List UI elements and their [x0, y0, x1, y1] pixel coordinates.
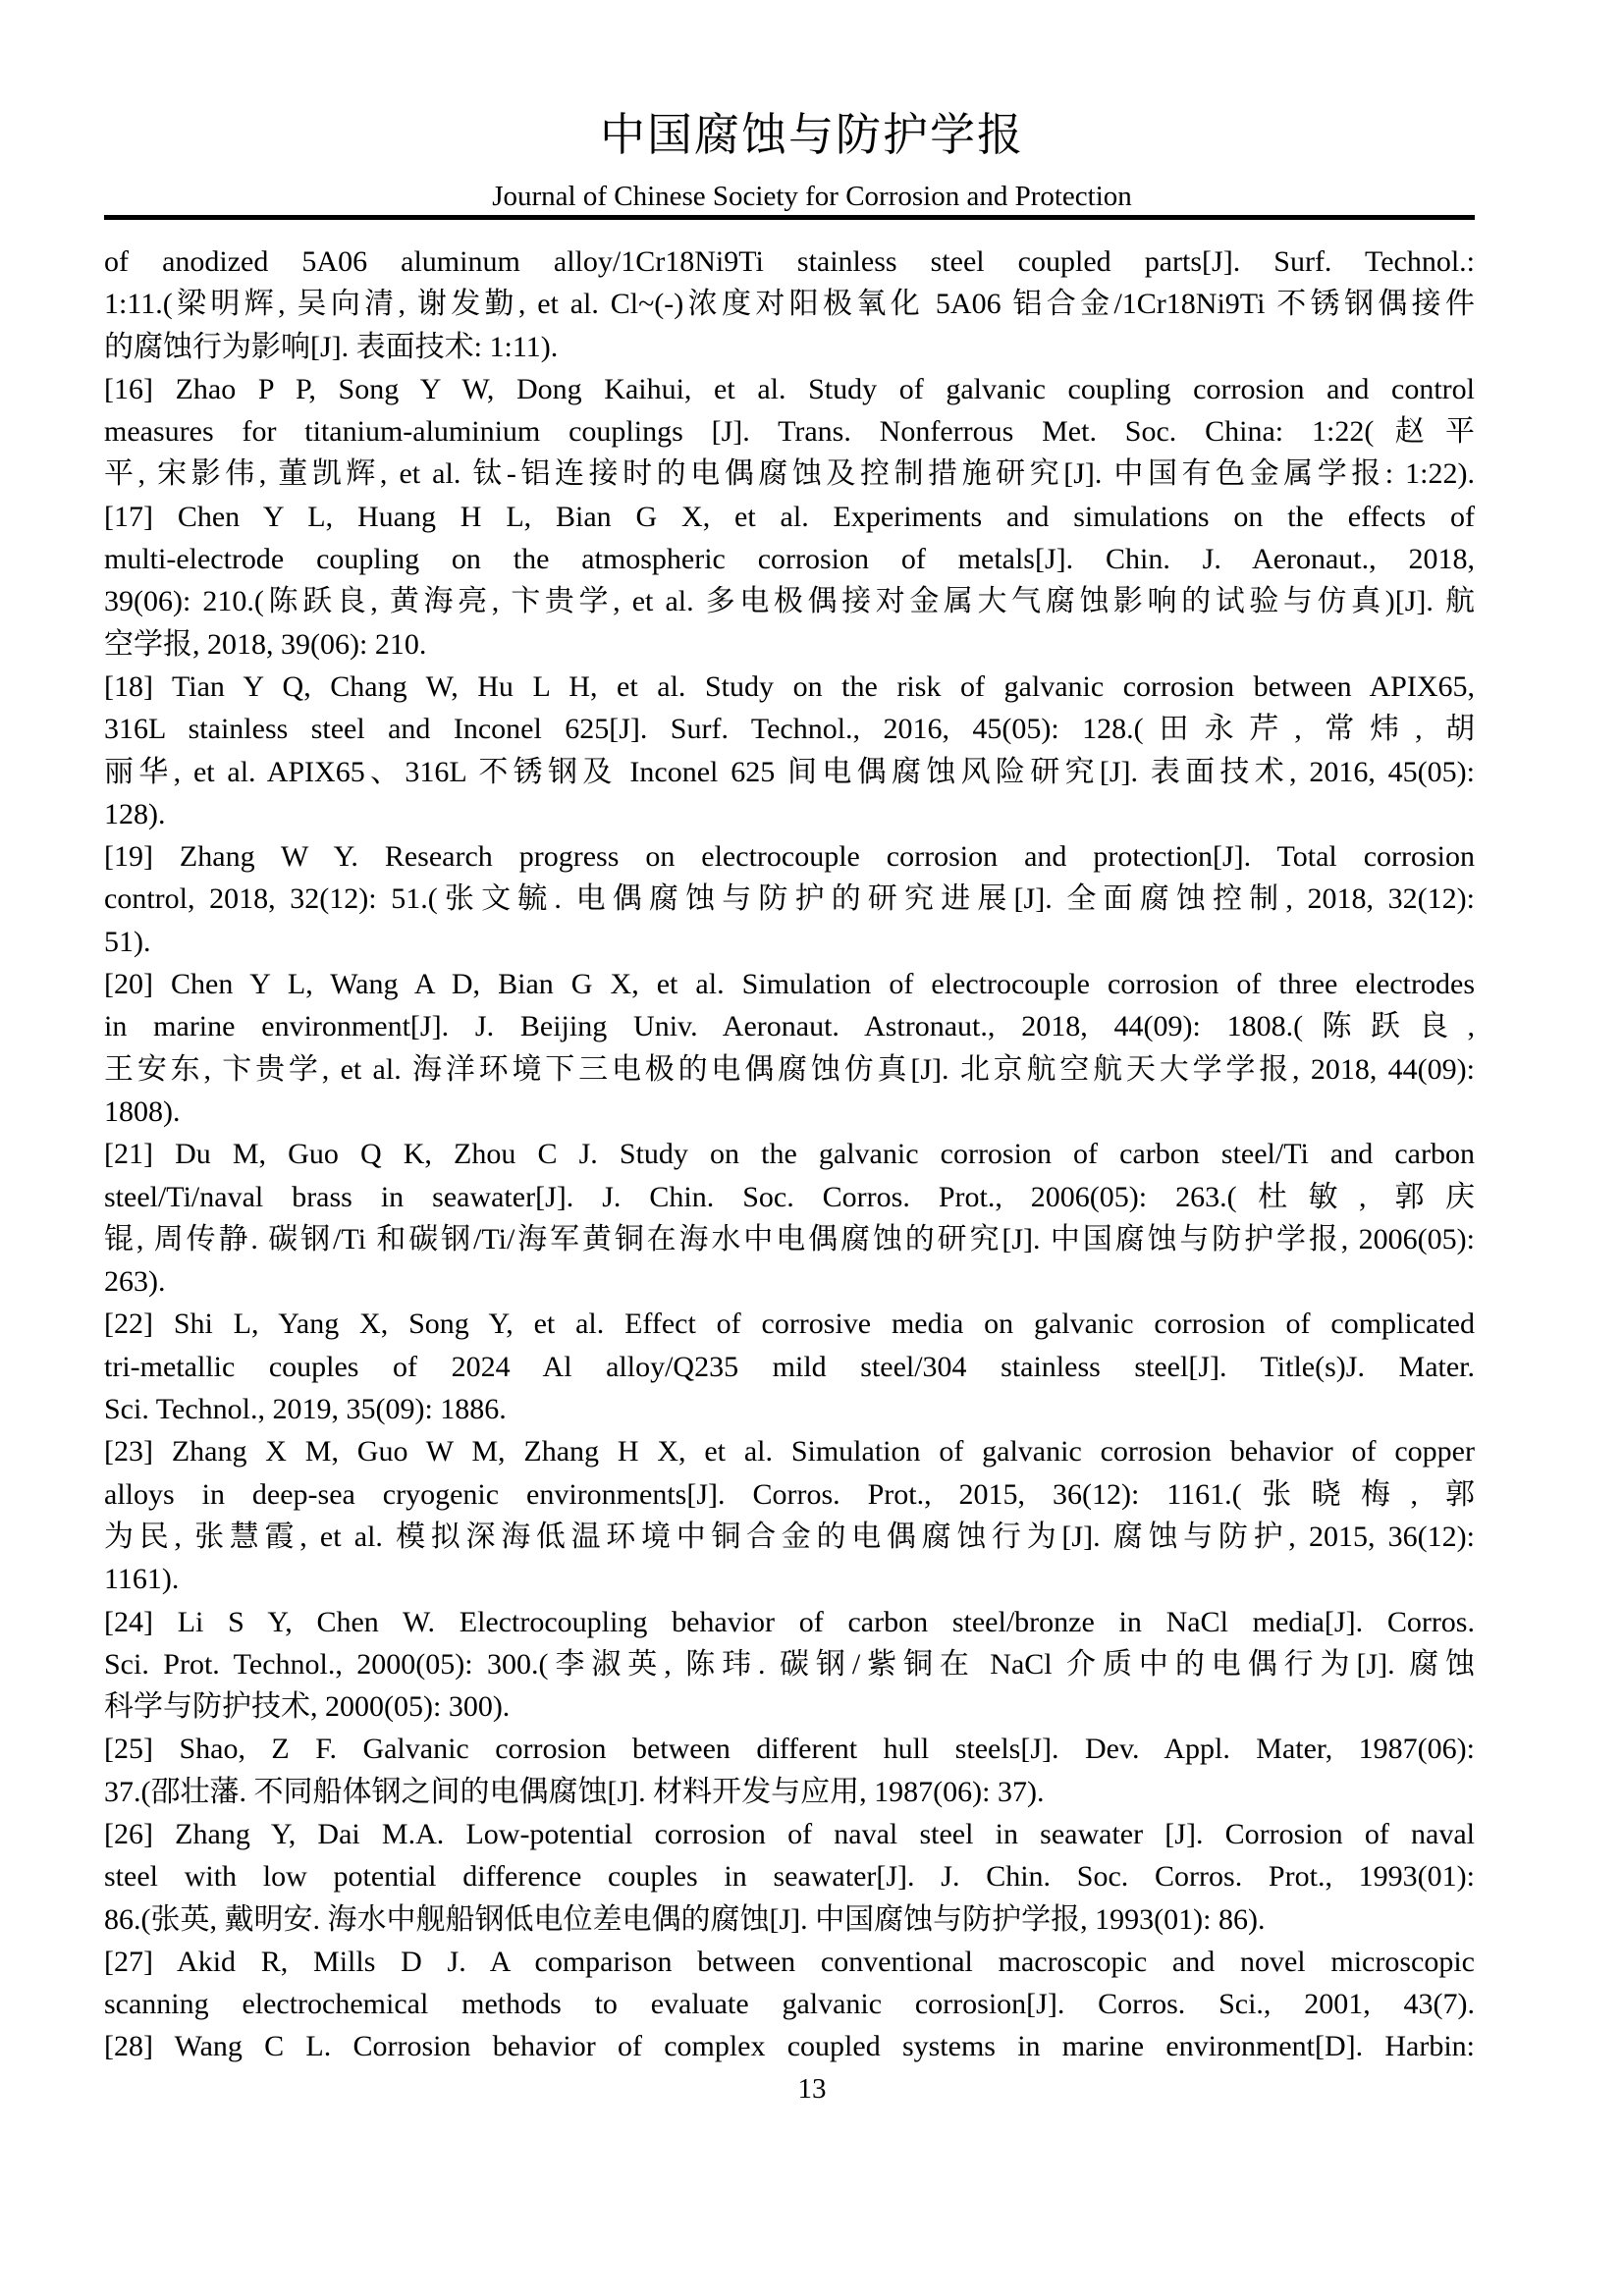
references-list: [104, 240, 1475, 2068]
reference-line: alloys in deep-sea cryogenic environments[J]. Corros. Prot., 2015, 36(12): 1161.(张晓梅, 郭: [104, 1477, 1475, 1511]
reference-line: 王安东, 卞贵学, et al. 海洋环境下三电极的电偶腐蚀仿真[J]. 北京航空航天大学学报, 2018, 44(09):: [104, 1052, 1475, 1086]
reference-line: 的腐蚀行为影响[J]. 表面技术: 1:11).: [104, 330, 559, 363]
reference-line: 51).: [104, 925, 151, 958]
reference-line: 316L stainless steel and Inconel 625[J]. Surf. Technol., 2016, 45(05): 128.(田永芹, 常炜, 胡: [104, 713, 1475, 746]
reference-line: [25] Shao, Z F. Galvanic corrosion between different hull steels[J]. Dev. Appl. Mater, 1987(06):: [104, 1733, 1475, 1766]
reference-line: [23] Zhang X M, Guo W M, Zhang H X, et al. Simulation of galvanic corrosion behavior of copper: [104, 1435, 1475, 1468]
reference-line: measures for titanium-aluminium couplings [J]. Trans. Nonferrous Met. Soc. China: 1:22(赵平: [104, 415, 1475, 449]
reference-line: [19] Zhang W Y. Research progress on electrocouple corrosion and protection[J]. Total corrosion: [104, 840, 1475, 874]
journal-title-english: Journal of Chinese Society for Corrosion and Protection: [492, 181, 1132, 212]
reference-line: tri-metallic couples of 2024 Al alloy/Q235 mild steel/304 stainless steel[J]. Title(s)J. Mater.: [104, 1350, 1475, 1383]
reference-line: 1:11.(梁明辉, 吴向清, 谢发勤, et al. Cl~(-)浓度对阳极氧化 5A06 铝合金/1Cr18Ni9Ti 不锈钢偶接件: [104, 288, 1475, 321]
reference-line: Sci. Technol., 2019, 35(09): 1886.: [104, 1393, 507, 1426]
journal-title-chinese: 中国腐蚀与防护学报: [600, 110, 1024, 160]
reference-line: 锟, 周传静. 碳钢/Ti 和碳钢/Ti/海军黄铜在海水中电偶腐蚀的研究[J]. 中国腐蚀与防护学报, 2006(05):: [104, 1222, 1475, 1255]
reference-line: in marine environment[J]. J. Beijing Univ. Aeronaut. Astronaut., 2018, 44(09): 1808.(陈跃良,: [104, 1010, 1475, 1043]
reference-line: steel/Ti/naval brass in seawater[J]. J. Chin. Soc. Corros. Prot., 2006(05): 263.(杜敏, 郭庆: [104, 1180, 1475, 1213]
reference-line: of anodized 5A06 aluminum alloy/1Cr18Ni9Ti stainless steel coupled parts[J]. Surf. Technol.:: [104, 245, 1475, 278]
reference-line: multi-electrode coupling on the atmospheric corrosion of metals[J]. Chin. J. Aeronaut., 2018,: [104, 543, 1475, 576]
reference-line: control, 2018, 32(12): 51.(张文毓. 电偶腐蚀与防护的研究进展[J]. 全面腐蚀控制, 2018, 32(12):: [104, 882, 1475, 916]
reference-line: 科学与防护技术, 2000(05): 300).: [104, 1690, 511, 1724]
reference-line: 263).: [104, 1265, 166, 1299]
reference-line: [22] Shi L, Yang X, Song Y, et al. Effect of corrosive media on galvanic corrosion of complicated: [104, 1308, 1475, 1341]
reference-line: [28] Wang C L. Corrosion behavior of complex coupled systems in marine environment[D]. Harbin:: [104, 2030, 1475, 2063]
reference-line: [18] Tian Y Q, Chang W, Hu L H, et al. Study on the risk of galvanic corrosion between APIX65,: [104, 669, 1475, 703]
reference-line: 128).: [104, 797, 166, 830]
reference-line: 86.(张英, 戴明安. 海水中舰船钢低电位差电偶的腐蚀[J]. 中国腐蚀与防护学报, 1993(01): 86).: [104, 1902, 1266, 1936]
reference-line: [16] Zhao P P, Song Y W, Dong Kaihui, et al. Study of galvanic coupling corrosion and control: [104, 372, 1475, 405]
reference-line: [27] Akid R, Mills D J. A comparison between conventional macroscopic and novel microscopic: [104, 1945, 1475, 1978]
reference-line: 空学报, 2018, 39(06): 210.: [104, 627, 427, 661]
reference-line: steel with low potential difference couples in seawater[J]. J. Chin. Soc. Corros. Prot., 1993(01):: [104, 1860, 1475, 1894]
reference-line: scanning electrochemical methods to evaluate galvanic corrosion[J]. Corros. Sci., 2001, 43(7).: [104, 1988, 1475, 2021]
page-number: 13: [797, 2073, 827, 2105]
reference-line: [21] Du M, Guo Q K, Zhou C J. Study on the galvanic corrosion of carbon steel/Ti and carbon: [104, 1138, 1475, 1171]
reference-line: 丽华, et al. APIX65、316L 不锈钢及 Inconel 625 间电偶腐蚀风险研究[J]. 表面技术, 2016, 45(05):: [104, 755, 1475, 788]
reference-line: 39(06): 210.(陈跃良, 黄海亮, 卞贵学, et al. 多电极偶接对金属大气腐蚀影响的试验与仿真)[J]. 航: [104, 585, 1475, 618]
reference-line: 37.(邵壮藩. 不同船体钢之间的电偶腐蚀[J]. 材料开发与应用, 1987(06): 37).: [104, 1775, 1045, 1808]
reference-line: Sci. Prot. Technol., 2000(05): 300.(李淑英, 陈玮. 碳钢/紫铜在 NaCl 介质中的电偶行为[J]. 腐蚀: [104, 1647, 1475, 1681]
reference-line: 1808).: [104, 1095, 181, 1128]
reference-line: 1161).: [104, 1563, 180, 1596]
reference-line: [26] Zhang Y, Dai M.A. Low-potential corrosion of naval steel in seawater [J]. Corrosion of naval: [104, 1817, 1475, 1850]
reference-line: 平, 宋影伟, 董凯辉, et al. 钛-铝连接时的电偶腐蚀及控制措施研究[J]. 中国有色金属学报: 1:22).: [104, 457, 1475, 491]
header-rule: [104, 215, 1475, 220]
reference-line: [17] Chen Y L, Huang H L, Bian G X, et al. Experiments and simulations on the effects of: [104, 500, 1475, 533]
reference-line: [20] Chen Y L, Wang A D, Bian G X, et al. Simulation of electrocouple corrosion of three electrodes: [104, 968, 1475, 1001]
reference-line: [24] Li S Y, Chen W. Electrocoupling behavior of carbon steel/bronze in NaCl media[J]. Corros.: [104, 1605, 1475, 1638]
reference-line: 为民, 张慧霞, et al. 模拟深海低温环境中铜合金的电偶腐蚀行为[J]. 腐蚀与防护, 2015, 36(12):: [104, 1520, 1475, 1553]
